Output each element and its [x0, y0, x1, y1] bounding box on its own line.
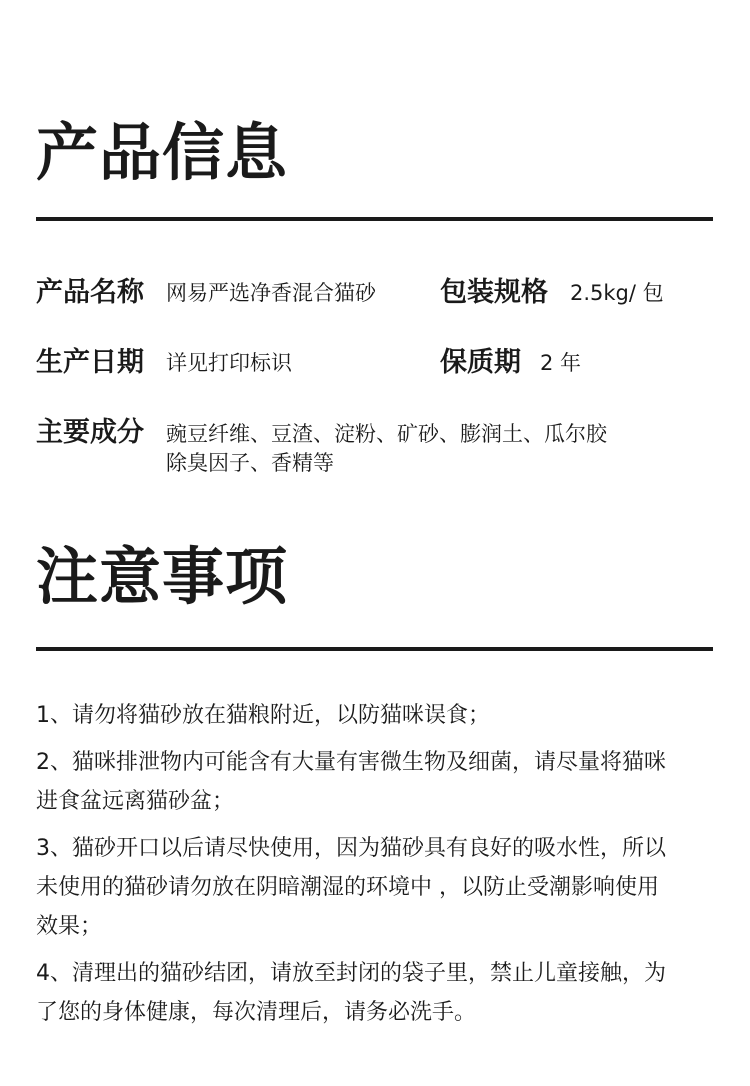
shelf-life-value: 2 年 — [540, 351, 582, 375]
note-item — [36, 954, 716, 1032]
note-line: 效果； — [36, 914, 103, 939]
notes-divider — [36, 647, 713, 651]
shelf-life-label: 保质期 — [440, 347, 521, 378]
product-name-value: 网易严选净香混合猫砂 — [166, 281, 376, 305]
note-item — [36, 696, 716, 735]
note-item — [36, 743, 716, 821]
note-line: 2、猫咪排泄物内可能含有大量有害微生物及细菌，请尽量将猫咪 — [36, 750, 666, 775]
product-info-divider — [36, 217, 713, 221]
notes-list — [36, 696, 716, 1040]
package-spec-label: 包装规格 — [440, 277, 548, 308]
ingredients-line: 除臭因子、香精等 — [166, 451, 334, 475]
notes-title: 注意事项 — [36, 540, 289, 613]
production-date-value: 详见打印标识 — [166, 351, 292, 375]
ingredients-label: 主要成分 — [36, 417, 144, 448]
note-item — [36, 829, 716, 946]
note-line: 进食盆远离猫砂盆； — [36, 789, 235, 814]
package-spec-value: 2.5kg/ 包 — [570, 281, 664, 305]
note-line: 1、请勿将猫砂放在猫粮附近，以防猫咪误食； — [36, 703, 490, 728]
ingredients-value — [166, 420, 636, 478]
note-line: 了您的身体健康，每次清理后，请务必洗手。 — [36, 1000, 477, 1025]
product-info-title: 产品信息 — [36, 116, 289, 189]
product-name-label: 产品名称 — [36, 277, 144, 308]
production-date-label: 生产日期 — [36, 347, 144, 378]
note-line: 未使用的猫砂请勿放在阴暗潮湿的环境中 ，以防止受潮影响使用 — [36, 875, 659, 900]
note-line: 3、猫砂开口以后请尽快使用，因为猫砂具有良好的吸水性，所以 — [36, 836, 666, 861]
note-line: 4、清理出的猫砂结团，请放至封闭的袋子里，禁止儿童接触，为 — [36, 961, 666, 986]
ingredients-line: 豌豆纤维、豆渣、淀粉、矿砂、膨润土、瓜尔胶 — [166, 422, 607, 446]
